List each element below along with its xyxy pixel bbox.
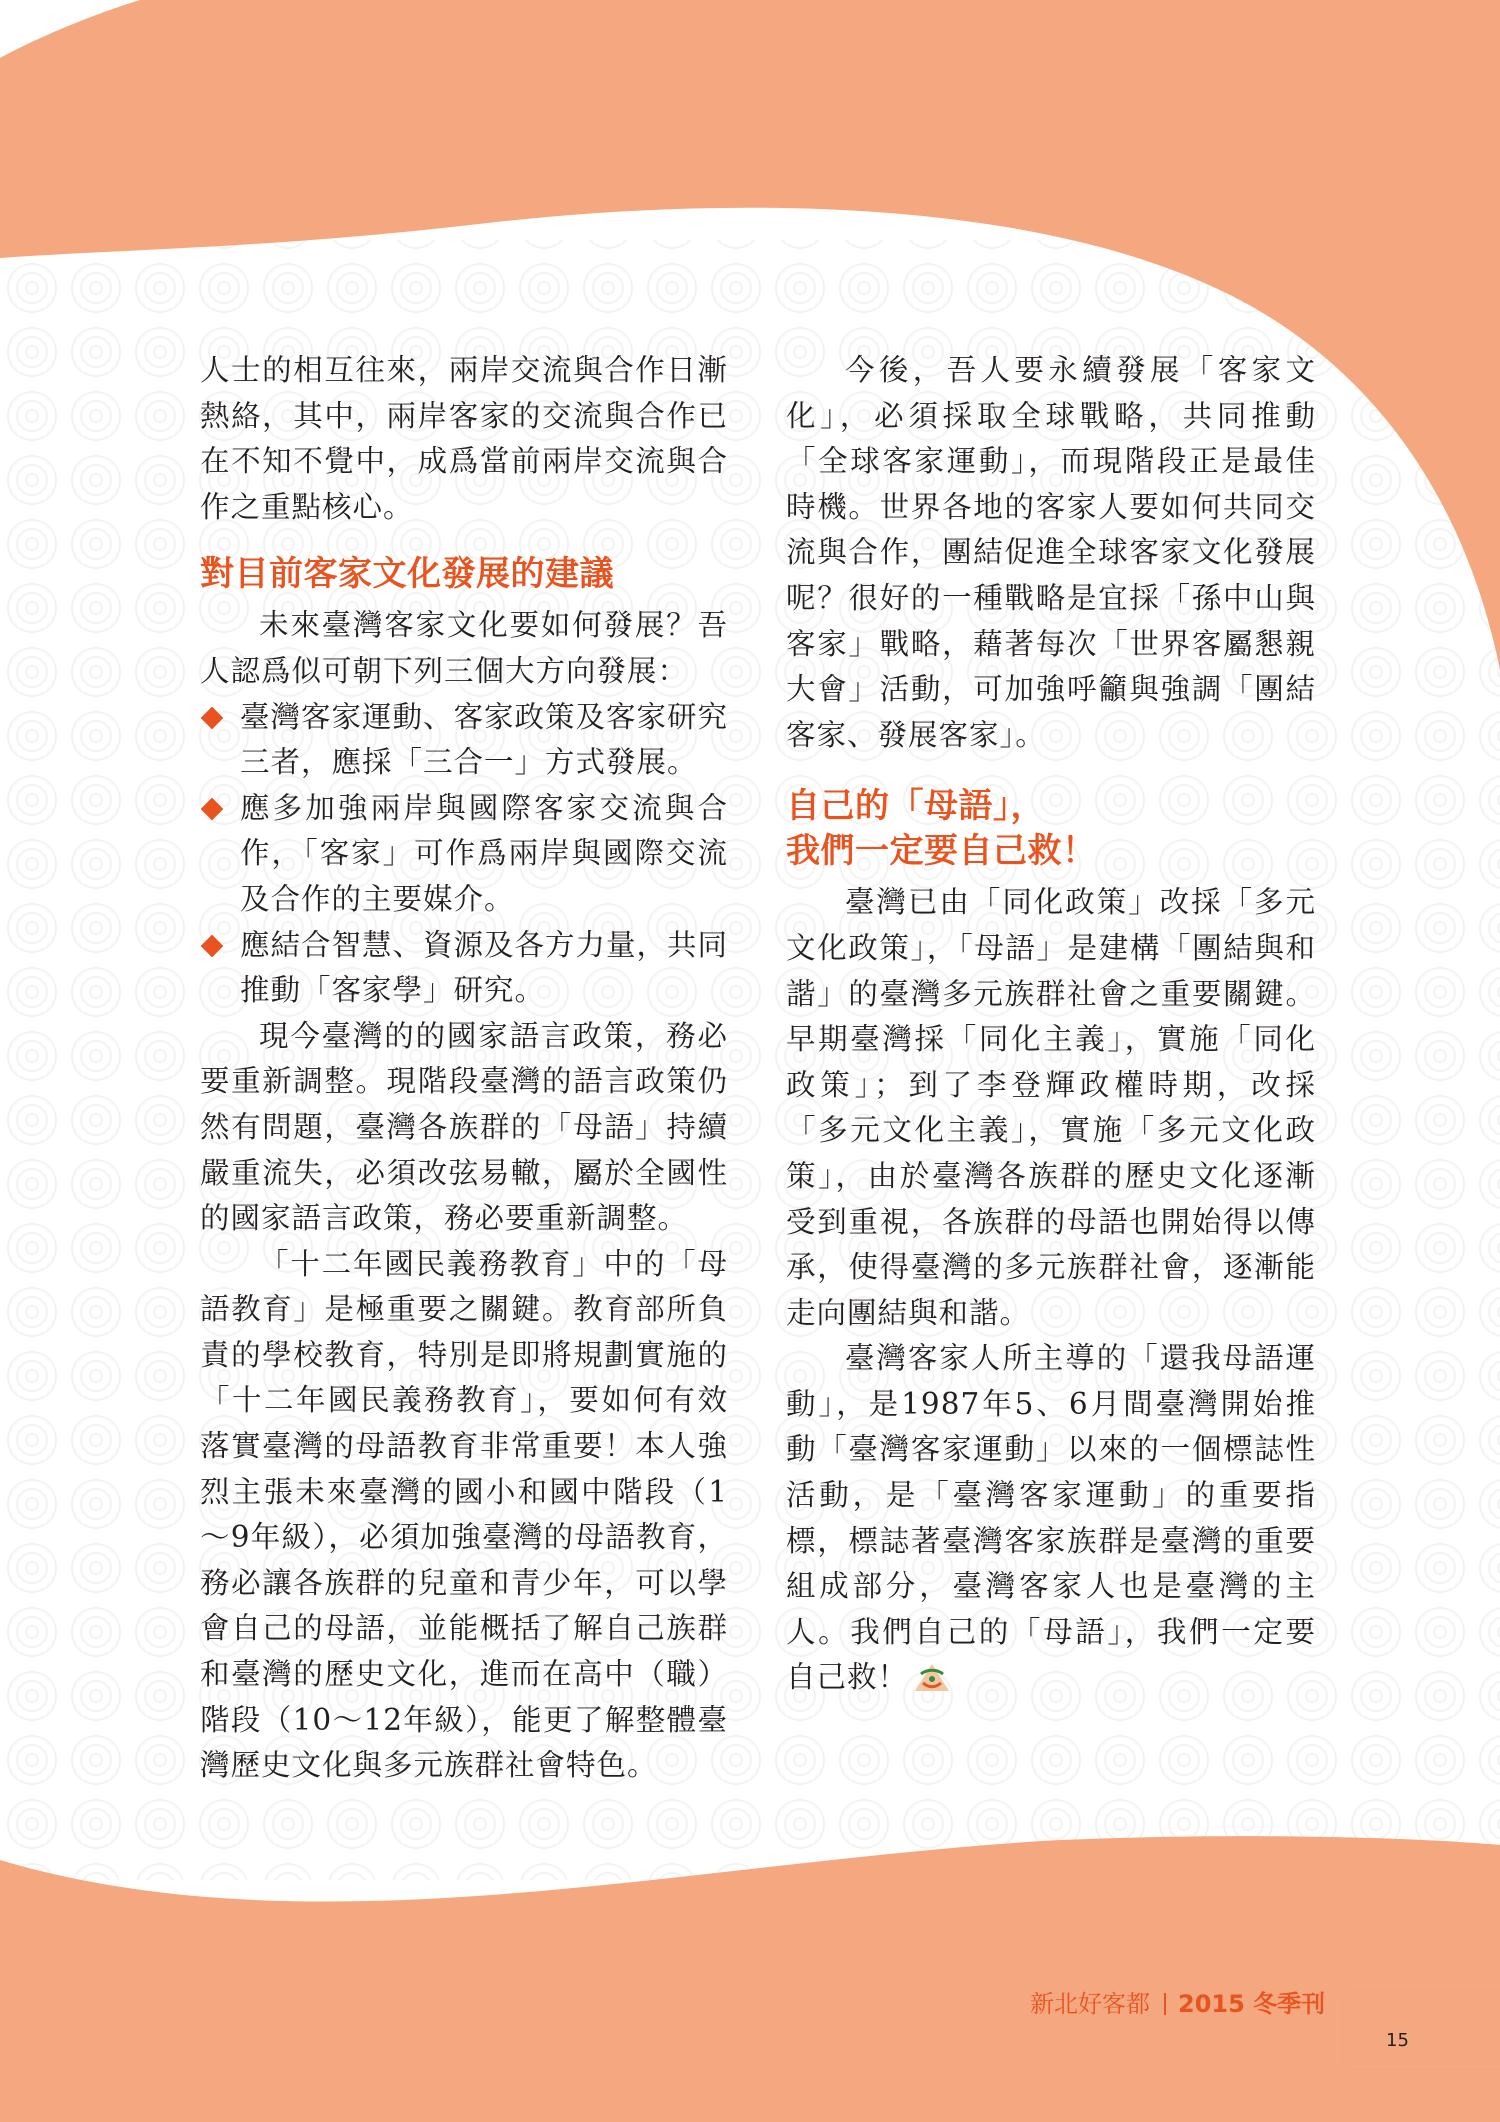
heading-line-2: 我們一定要自己救！	[786, 831, 1097, 872]
footer-masthead	[1030, 1984, 1325, 2019]
left-paragraph-3: 現今臺灣的的國家語言政策，務必要重新調整。現階段臺灣的語言政策仍然有問題，臺灣各族群的「母語」持續嚴重流失，必須改弦易轍，屬於全國性的國家語言政策，務必要重新調整。	[200, 1018, 728, 1236]
list-item-text: 應結合智慧、資源及各方力量，共同推動「客家學」研究。	[240, 927, 729, 1008]
left-column	[200, 348, 728, 1789]
list-item	[200, 695, 728, 786]
diamond-bullet-icon	[201, 934, 224, 957]
left-paragraph-4: 「十二年國民義務教育」中的「母語教育」是極重要之關鍵。教育部所負責的學校教育，特別是即將規劃實施的「十二年國民義務教育」，要如何有效落實臺灣的母語教育非常重要！本人強烈主張未來臺灣的國小和國中階段（1～9年級），必須加強臺灣的母語教育，務必讓各族群的兒童和青少年，可以學會自己的母語，並能概括了解自己族群和臺灣的歷史文化，進而在高中（職）階段（10～12年級），能更了解整體臺灣歷史文化與多元族群社會特色。	[200, 1246, 728, 1783]
page-number-tab	[1342, 1990, 1500, 2070]
list-item	[200, 786, 728, 923]
heading-line-1: 自己的「母語」，	[786, 786, 1045, 827]
right-paragraph-1: 今後，吾人要永續發展「客家文化」，必須採取全球戰略，共同推動「全球客家運動」，而現階段正是最佳時機。世界各地的客家人要如何共同交流與合作，團結促進全球客家文化發展呢？很好的一種戰略是宜採「孫中山與客家」戰略，藉著每次「世界客屬懇親大會」活動，可加強呼籲與強調「團結客家、發展客家」。	[786, 353, 1316, 752]
list-item	[200, 923, 728, 1014]
magazine-name: 新北好客都	[1030, 1990, 1150, 2018]
list-item-text: 應多加強兩岸與國際客家交流與合作，「客家」可作爲兩岸與國際交流及合作的主要媒介。	[240, 790, 728, 916]
hakka-logo-icon	[912, 1661, 952, 1697]
section-heading-recommendations: 對目前客家文化發展的建議	[200, 554, 614, 595]
right-paragraph-2: 臺灣已由「同化政策」改採「多元文化政策」，「母語」是建構「團結與和諧」的臺灣多元族群社會之重要關鍵。早期臺灣採「同化主義」，實施「同化政策」；到了李登輝政權時期，改採「多元文化主義」，實施「多元文化政策」，由於臺灣各族群的歷史文化逐漸受到重視，各族群的母語也開始得以傳承，使得臺灣的多元族群社會，逐漸能走向團結與和諧。	[786, 885, 1316, 1330]
diamond-bullet-icon	[201, 706, 224, 729]
left-paragraph-2: 未來臺灣客家文化要如何發展？吾人認爲似可朝下列三個大方向發展：	[200, 608, 728, 688]
section-heading-mother-tongue	[786, 784, 1316, 874]
right-paragraph-3-text: 臺灣客家人所主導的「還我母語運動」，是1987年5、6月間臺灣開始推動「臺灣客家運動」以來的一個標誌性活動，是「臺灣客家運動」的重要指標，標誌著臺灣客家族群是臺灣的重要組成部分，臺灣客家人也是臺灣的主人。我們自己的「母語」，我們一定要自己救！	[786, 1341, 1316, 1695]
issue-label: 2015 冬季刊	[1178, 1990, 1326, 2018]
footer-divider	[1164, 1993, 1166, 2015]
recommendation-list	[200, 695, 728, 1014]
right-paragraph-3	[786, 1336, 1316, 1701]
left-paragraph-1: 人士的相互往來，兩岸交流與合作日漸熱絡，其中，兩岸客家的交流與合作已在不知不覺中，成爲當前兩岸交流與合作之重點核心。	[200, 353, 728, 524]
page-number: 15	[1386, 2030, 1409, 2051]
diamond-bullet-icon	[201, 797, 224, 820]
right-column	[786, 348, 1316, 1701]
list-item-text: 臺灣客家運動、客家政策及客家研究三者，應採「三合一」方式發展。	[240, 699, 729, 780]
